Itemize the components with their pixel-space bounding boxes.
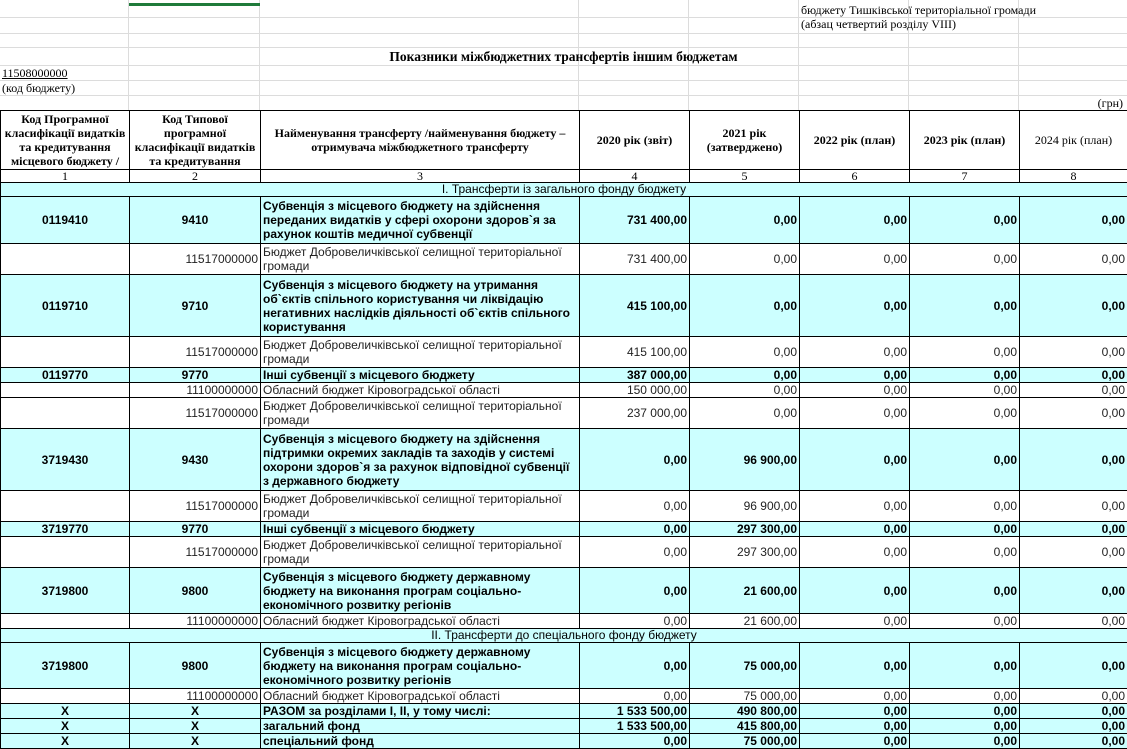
value-2022-cell[interactable]: 0,00 [800, 704, 910, 719]
header-note-line1: бюджету Тишківської територіальної громади [801, 3, 1037, 17]
typical-code-cell[interactable]: X [130, 734, 261, 749]
value-2023-cell[interactable]: 0,00 [910, 383, 1020, 398]
column-number[interactable]: 3 [261, 170, 580, 183]
typical-code-cell[interactable]: 11100000000 [130, 689, 261, 704]
value-2020-cell[interactable]: 731 400,00 [580, 197, 690, 244]
value-2023-cell[interactable]: 0,00 [910, 197, 1020, 244]
typical-code-cell[interactable]: 11100000000 [130, 614, 261, 629]
table-row [1, 383, 1127, 398]
table-row [1, 643, 1127, 689]
table-row [1, 734, 1127, 749]
transfer-name-cell[interactable]: Субвенція з місцевого бюджету на здійснення підтримки окремих закладів та заходів у системі охорони здоров`я за рахунок відповідної субвенції з державного бюджету [261, 429, 580, 491]
value-2020-cell[interactable]: 0,00 [580, 537, 690, 568]
table-row [1, 568, 1127, 614]
value-2024-cell[interactable]: 0,00 [1020, 368, 1127, 383]
typical-code-cell[interactable]: 11100000000 [130, 383, 261, 398]
value-2021-cell[interactable]: 75 000,00 [690, 643, 800, 689]
value-2020-cell[interactable]: 415 100,00 [580, 275, 690, 337]
table-row [1, 197, 1127, 244]
value-2024-cell[interactable]: 0,00 [1020, 491, 1127, 522]
value-2023-cell[interactable]: 0,00 [910, 337, 1020, 368]
transfer-name-cell[interactable]: Обласний бюджет Кіровоградської області [261, 383, 580, 398]
value-2024-cell[interactable]: 0,00 [1020, 614, 1127, 629]
value-2021-cell[interactable]: 21 600,00 [690, 614, 800, 629]
program-code-cell[interactable] [1, 383, 130, 398]
value-2021-cell[interactable]: 96 900,00 [690, 429, 800, 491]
value-2021-cell[interactable]: 415 800,00 [690, 719, 800, 734]
value-2024-cell[interactable]: 0,00 [1020, 429, 1127, 491]
value-2021-cell[interactable]: 0,00 [690, 275, 800, 337]
value-2022-cell[interactable]: 0,00 [800, 537, 910, 568]
value-2023-cell[interactable]: 0,00 [910, 719, 1020, 734]
transfer-name-cell[interactable]: Бюджет Добровеличківської селищної територіальної громади [261, 491, 580, 522]
typical-code-cell[interactable]: 9770 [130, 522, 261, 537]
table-row [1, 522, 1127, 537]
value-2024-cell[interactable]: 0,00 [1020, 197, 1127, 244]
value-2021-cell[interactable]: 0,00 [690, 398, 800, 429]
value-2021-cell[interactable]: 0,00 [690, 197, 800, 244]
transfer-name-cell[interactable]: РАЗОМ за розділами І, ІІ, у тому числі: [261, 704, 580, 719]
value-2024-cell[interactable]: 0,00 [1020, 719, 1127, 734]
value-2022-cell[interactable]: 0,00 [800, 614, 910, 629]
transfer-name-cell[interactable]: Субвенція з місцевого бюджету державному бюджету на виконання програм соціально-економічного розвитку регіонів [261, 643, 580, 689]
value-2024-cell[interactable]: 0,00 [1020, 337, 1127, 368]
header-row [1, 111, 1127, 170]
table-row [1, 537, 1127, 568]
typical-code-cell[interactable]: 9410 [130, 197, 261, 244]
column-header[interactable]: 2022 рік (план) [800, 111, 910, 170]
value-2023-cell[interactable]: 0,00 [910, 275, 1020, 337]
program-code-cell[interactable]: X [1, 704, 130, 719]
value-2022-cell[interactable]: 0,00 [800, 491, 910, 522]
value-2024-cell[interactable]: 0,00 [1020, 689, 1127, 704]
column-number[interactable]: 1 [1, 170, 130, 183]
column-header[interactable]: Найменування трансферту /найменування бюджету – отримувача міжбюджетного трансферту [261, 111, 580, 170]
value-2020-cell[interactable]: 0,00 [580, 568, 690, 614]
transfer-name-cell[interactable]: Бюджет Добровеличківської селищної територіальної громади [261, 244, 580, 275]
column-header[interactable]: 2024 рік (план) [1020, 111, 1127, 170]
table-row [1, 368, 1127, 383]
value-2022-cell[interactable]: 0,00 [800, 337, 910, 368]
table-row [1, 491, 1127, 522]
section-general-fund[interactable]: І. Трансферти із загального фонду бюджету [1, 183, 1127, 197]
value-2023-cell[interactable]: 0,00 [910, 244, 1020, 275]
value-2023-cell[interactable]: 0,00 [910, 522, 1020, 537]
value-2022-cell[interactable]: 0,00 [800, 719, 910, 734]
value-2021-cell[interactable]: 21 600,00 [690, 568, 800, 614]
typical-code-cell[interactable]: 11517000000 [130, 244, 261, 275]
value-2024-cell[interactable]: 0,00 [1020, 704, 1127, 719]
value-2021-cell[interactable]: 297 300,00 [690, 537, 800, 568]
table-row [1, 704, 1127, 719]
transfer-name-cell[interactable]: Бюджет Добровеличківської селищної територіальної громади [261, 398, 580, 429]
value-2024-cell[interactable]: 0,00 [1020, 398, 1127, 429]
value-2021-cell[interactable]: 490 800,00 [690, 704, 800, 719]
value-2024-cell[interactable]: 0,00 [1020, 244, 1127, 275]
column-number[interactable]: 5 [690, 170, 800, 183]
value-2020-cell[interactable]: 1 533 500,00 [580, 704, 690, 719]
value-2021-cell[interactable]: 0,00 [690, 368, 800, 383]
column-header[interactable]: 2020 рік (звіт) [580, 111, 690, 170]
value-2022-cell[interactable]: 0,00 [800, 689, 910, 704]
section-special-fund[interactable]: ІІ. Трансферти до спеціального фонду бюджету [1, 629, 1127, 643]
program-code-cell[interactable] [1, 398, 130, 429]
transfer-name-cell[interactable]: Бюджет Добровеличківської селищної територіальної громади [261, 537, 580, 568]
value-2024-cell[interactable]: 0,00 [1020, 734, 1127, 749]
column-number[interactable]: 8 [1020, 170, 1127, 183]
table-row [1, 244, 1127, 275]
value-2022-cell[interactable]: 0,00 [800, 643, 910, 689]
value-2020-cell[interactable]: 150 000,00 [580, 383, 690, 398]
typical-code-cell[interactable]: 9430 [130, 429, 261, 491]
value-2021-cell[interactable]: 0,00 [690, 337, 800, 368]
value-2024-cell[interactable]: 0,00 [1020, 643, 1127, 689]
program-code-cell[interactable]: X [1, 734, 130, 749]
typical-code-cell[interactable]: 11517000000 [130, 537, 261, 568]
value-2020-cell[interactable]: 0,00 [580, 614, 690, 629]
typical-code-cell[interactable]: 11517000000 [130, 491, 261, 522]
selected-cell-indicator[interactable] [129, 3, 260, 6]
program-code-cell[interactable]: 3719800 [1, 568, 130, 614]
value-2021-cell[interactable]: 75 000,00 [690, 734, 800, 749]
value-2020-cell[interactable]: 1 533 500,00 [580, 719, 690, 734]
transfer-name-cell[interactable]: Субвенція з місцевого бюджету на здійснення переданих видатків у сфері охорони здоров`я за рахунок коштів медичної субвенції [261, 197, 580, 244]
value-2024-cell[interactable]: 0,00 [1020, 568, 1127, 614]
budget-code[interactable]: 11508000000 [2, 66, 68, 80]
value-2022-cell[interactable]: 0,00 [800, 429, 910, 491]
column-header[interactable]: Код Програмної класифікації видатків та кредитування місцевого бюджету / [1, 111, 130, 170]
transfer-name-cell[interactable]: загальний фонд [261, 719, 580, 734]
transfer-name-cell[interactable]: Бюджет Добровеличківської селищної територіальної громади [261, 337, 580, 368]
value-2020-cell[interactable]: 731 400,00 [580, 244, 690, 275]
budget-code-label: (код бюджету) [2, 81, 76, 95]
value-2023-cell[interactable]: 0,00 [910, 537, 1020, 568]
value-2023-cell[interactable]: 0,00 [910, 398, 1020, 429]
value-2022-cell[interactable]: 0,00 [800, 244, 910, 275]
value-2023-cell[interactable]: 0,00 [910, 491, 1020, 522]
program-code-cell[interactable] [1, 537, 130, 568]
value-2023-cell[interactable]: 0,00 [910, 643, 1020, 689]
value-2023-cell[interactable]: 0,00 [910, 429, 1020, 491]
transfer-name-cell[interactable]: Субвенція з місцевого бюджету державному бюджету на виконання програм соціально-економічного розвитку регіонів [261, 568, 580, 614]
unit-label: (грн) [1097, 96, 1123, 110]
program-code-cell[interactable]: 0119770 [1, 368, 130, 383]
column-number[interactable]: 7 [910, 170, 1020, 183]
value-2020-cell[interactable]: 237 000,00 [580, 398, 690, 429]
section-header-row [1, 183, 1127, 197]
typical-code-cell[interactable]: 9710 [130, 275, 261, 337]
section-header-row [1, 629, 1127, 643]
program-code-cell[interactable] [1, 491, 130, 522]
value-2024-cell[interactable]: 0,00 [1020, 383, 1127, 398]
value-2022-cell[interactable]: 0,00 [800, 522, 910, 537]
table-row [1, 719, 1127, 734]
value-2020-cell[interactable]: 0,00 [580, 522, 690, 537]
transfers-table [0, 110, 1127, 749]
value-2024-cell[interactable]: 0,00 [1020, 537, 1127, 568]
value-2020-cell[interactable]: 0,00 [580, 734, 690, 749]
value-2023-cell[interactable]: 0,00 [910, 568, 1020, 614]
program-code-cell[interactable] [1, 689, 130, 704]
program-code-cell[interactable] [1, 337, 130, 368]
value-2022-cell[interactable]: 0,00 [800, 383, 910, 398]
table-row [1, 337, 1127, 368]
column-header[interactable]: 2021 рік (затверджено) [690, 111, 800, 170]
column-header[interactable]: 2023 рік (план) [910, 111, 1020, 170]
table-row [1, 398, 1127, 429]
typical-code-cell[interactable]: 9800 [130, 643, 261, 689]
value-2023-cell[interactable]: 0,00 [910, 689, 1020, 704]
value-2020-cell[interactable]: 415 100,00 [580, 337, 690, 368]
header-note-line2: (абзац четвертий розділу VIII) [801, 17, 956, 31]
typical-code-cell[interactable]: X [130, 719, 261, 734]
program-code-cell[interactable]: 3719430 [1, 429, 130, 491]
table-row [1, 429, 1127, 491]
value-2020-cell[interactable]: 0,00 [580, 429, 690, 491]
column-numbers-row [1, 170, 1127, 183]
value-2021-cell[interactable]: 0,00 [690, 383, 800, 398]
value-2020-cell[interactable]: 387 000,00 [580, 368, 690, 383]
program-code-cell[interactable]: 3719770 [1, 522, 130, 537]
transfer-name-cell[interactable]: Обласний бюджет Кіровоградської області [261, 614, 580, 629]
column-number[interactable]: 2 [130, 170, 261, 183]
value-2020-cell[interactable]: 0,00 [580, 689, 690, 704]
value-2024-cell[interactable]: 0,00 [1020, 275, 1127, 337]
value-2023-cell[interactable]: 0,00 [910, 704, 1020, 719]
value-2022-cell[interactable]: 0,00 [800, 568, 910, 614]
value-2022-cell[interactable]: 0,00 [800, 197, 910, 244]
transfer-name-cell[interactable]: Субвенція з місцевого бюджету на утримання об`єктів спільного користування чи ліквідацію негативних наслідків діяльності об`єктів спільного користування [261, 275, 580, 337]
value-2021-cell[interactable]: 0,00 [690, 244, 800, 275]
table-row [1, 614, 1127, 629]
table-row [1, 275, 1127, 337]
program-code-cell[interactable] [1, 244, 130, 275]
value-2022-cell[interactable]: 0,00 [800, 275, 910, 337]
program-code-cell[interactable]: 0119710 [1, 275, 130, 337]
table-row [1, 689, 1127, 704]
page-title: Показники міжбюджетних трансфертів іншим бюджетам [389, 49, 738, 64]
value-2020-cell[interactable]: 0,00 [580, 643, 690, 689]
value-2022-cell[interactable]: 0,00 [800, 398, 910, 429]
program-code-cell[interactable]: 3719800 [1, 643, 130, 689]
value-2021-cell[interactable]: 297 300,00 [690, 522, 800, 537]
value-2024-cell[interactable]: 0,00 [1020, 522, 1127, 537]
typical-code-cell[interactable]: 11517000000 [130, 398, 261, 429]
transfer-name-cell[interactable]: Інші субвенції з місцевого бюджету [261, 368, 580, 383]
program-code-cell[interactable]: X [1, 719, 130, 734]
transfer-name-cell[interactable]: спеціальний фонд [261, 734, 580, 749]
transfer-name-cell[interactable]: Обласний бюджет Кіровоградської області [261, 689, 580, 704]
column-number[interactable]: 4 [580, 170, 690, 183]
typical-code-cell[interactable]: 9800 [130, 568, 261, 614]
value-2023-cell[interactable]: 0,00 [910, 614, 1020, 629]
column-number[interactable]: 6 [800, 170, 910, 183]
value-2021-cell[interactable]: 75 000,00 [690, 689, 800, 704]
value-2022-cell[interactable]: 0,00 [800, 734, 910, 749]
column-header[interactable]: Код Типової програмної класифікації видатків та кредитування [130, 111, 261, 170]
value-2022-cell[interactable]: 0,00 [800, 368, 910, 383]
typical-code-cell[interactable]: X [130, 704, 261, 719]
transfer-name-cell[interactable]: Інші субвенції з місцевого бюджету [261, 522, 580, 537]
value-2023-cell[interactable]: 0,00 [910, 368, 1020, 383]
typical-code-cell[interactable]: 9770 [130, 368, 261, 383]
value-2023-cell[interactable]: 0,00 [910, 734, 1020, 749]
value-2020-cell[interactable]: 0,00 [580, 491, 690, 522]
typical-code-cell[interactable]: 11517000000 [130, 337, 261, 368]
program-code-cell[interactable] [1, 614, 130, 629]
value-2021-cell[interactable]: 96 900,00 [690, 491, 800, 522]
program-code-cell[interactable]: 0119410 [1, 197, 130, 244]
